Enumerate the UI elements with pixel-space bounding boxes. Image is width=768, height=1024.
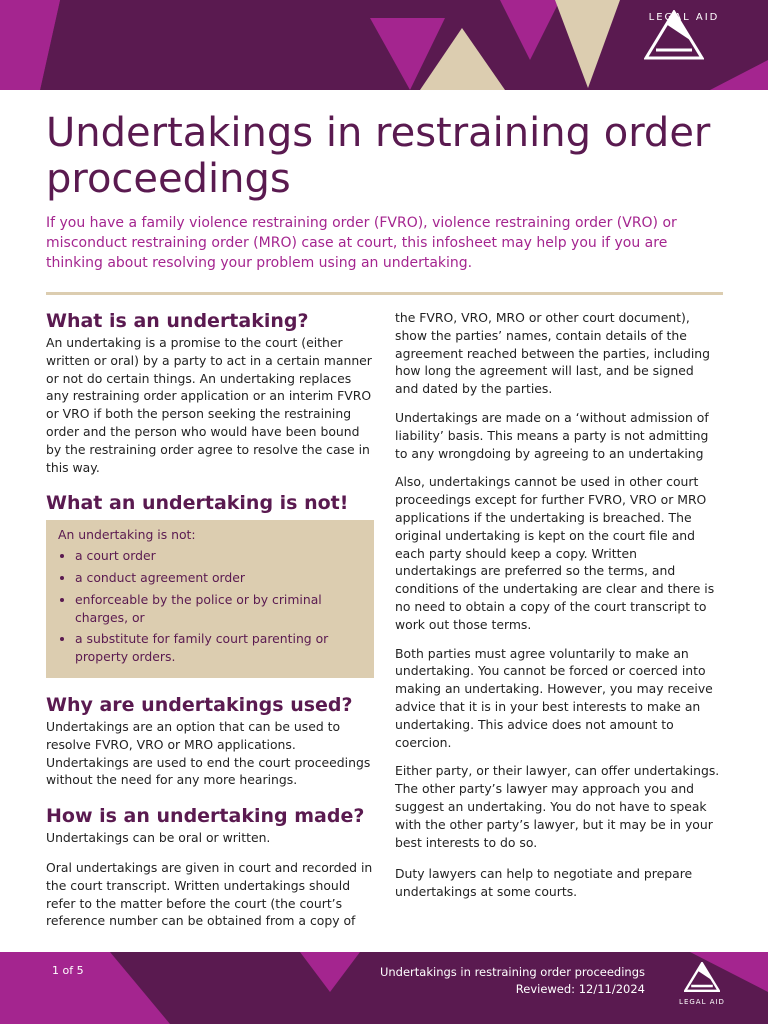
logo-text: LEGAL AID — [648, 12, 720, 23]
paragraph: Oral undertakings are given in court and recorded in the court transcript. Written undertakings should refer to the matter before the court (the court’s reference number can be obtained from a copy of — [46, 859, 373, 929]
info-box — [46, 520, 374, 678]
paragraph: Either party, or their lawyer, can offer undertakings. The other party’s lawyer may approach you and suggest an undertaking. You do not have to speak with the other party’s lawyer, but it may be in your best interests to do so. — [395, 763, 720, 850]
footer-logo-text: LEGAL AID — [679, 998, 725, 1006]
legal-aid-logo-icon — [684, 962, 720, 992]
paragraph: the FVRO, VRO, MRO or other court document), show the parties’ names, contain details of the agreement reached between the parties, including how long the agreement will last, and be signed and dated by the parties. — [395, 310, 711, 397]
box-intro: An undertaking is not: — [58, 527, 196, 543]
footer-reviewed-date: Reviewed: 12/11/2024 — [515, 982, 645, 996]
left-column — [46, 308, 374, 930]
heading-what-undertaking-is-not: What an undertaking is not! — [46, 492, 349, 515]
paragraph: Undertakings can be oral or written. — [46, 830, 271, 846]
box-list — [58, 547, 364, 666]
page-number: 1 of 5 — [52, 964, 84, 977]
heading-how-undertaking-made: How is an undertaking made? — [46, 805, 365, 828]
intro-text: If you have a family violence restraining order (FVRO), violence restraining order (VRO) or misconduct restraining order (MRO) case at court, this infosheet may help you if you are thinking about resolving your problem using an undertaking. — [46, 215, 677, 271]
heading-why-undertakings-used: Why are undertakings used? — [46, 693, 353, 716]
paragraph: Undertakings are an option that can be used to resolve FVRO, VRO or MRO applications. Undertakings are used to end the court proceedings without the need for any more hearings. — [46, 718, 371, 788]
paragraph: An undertaking is a promise to the court (either written or oral) by a party to act in a certain manner or not do certain things. An undertaking replaces any restraining order application or an interim FVRO or VRO if both the person seeking the restraining order and the person who would have been bound by the restraining order agree to resolve the case in this way. — [46, 335, 372, 475]
page-title: Undertakings in restraining order proceedings — [46, 110, 711, 202]
legal-aid-logo-icon — [644, 10, 704, 60]
paragraph: Duty lawyers can help to negotiate and prepare undertakings at some courts. — [395, 866, 693, 900]
footer-doc-title: Undertakings in restraining order proceedings — [379, 965, 645, 979]
paragraph: Also, undertakings cannot be used in other court proceedings except for further FVRO, VRO or MRO applications if the undertaking is breached. The original undertaking is kept on the court file and each party should keep a copy. Written undertakings are preferred so the terms, and conditions of the undertaking are clear and there is no need to obtain a copy of the court transcript to work out those terms. — [395, 474, 715, 632]
list-item: • a court order — [75, 547, 364, 565]
list-item: • enforceable by the police or by criminal charges, or — [75, 591, 364, 627]
right-column — [395, 309, 720, 901]
footer-doc-info — [380, 964, 645, 998]
paragraph: Undertakings are made on a ‘without admission of liability’ basis. This means a party is not admitting to any wrongdoing by agreeing to an undertaking — [395, 409, 709, 461]
legal-aid-logo — [644, 10, 724, 23]
heading-what-is-undertaking: What is an undertaking? — [46, 310, 309, 332]
list-item: • a conduct agreement order — [75, 569, 364, 587]
list-item: • a substitute for family court parenting or property orders. — [75, 630, 364, 666]
page-header — [0, 0, 768, 90]
divider — [46, 292, 723, 295]
footer-logo — [676, 962, 728, 1006]
paragraph: Both parties must agree voluntarily to make an undertaking. You cannot be forced or coerced into making an undertaking. However, you may receive advice that it is in your best interests to make an undertaking. This advice does not amount to coercion. — [395, 645, 713, 750]
